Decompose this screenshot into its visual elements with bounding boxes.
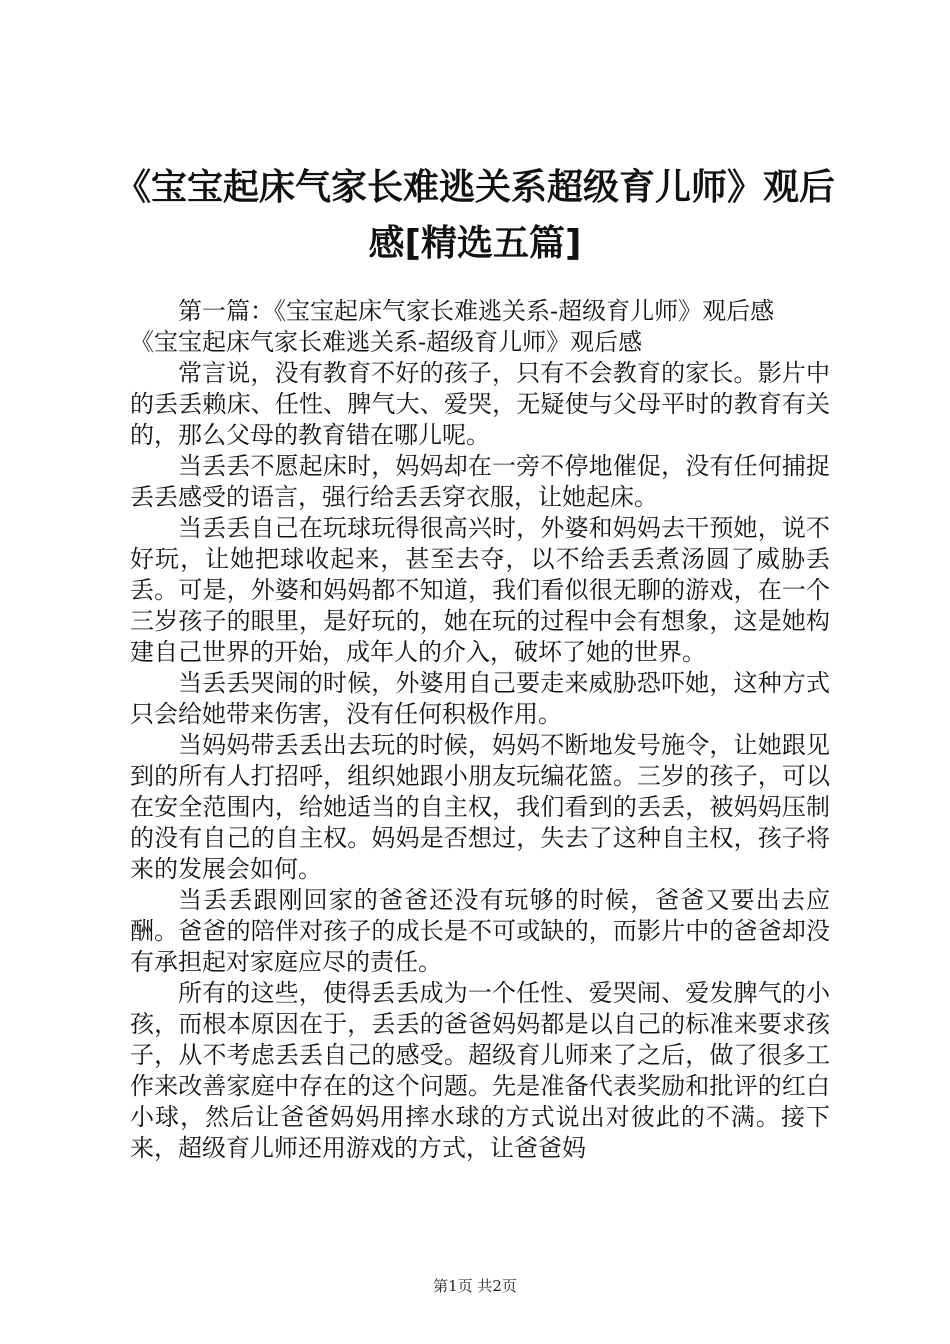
paragraph: 当丢丢不愿起床时，妈妈却在一旁不停地催促，没有任何捕捉丢丢感受的语言，强行给丢丢穿衣服，让她起床。 [130, 452, 830, 511]
title-line-2: 感[精选五篇] [368, 223, 582, 264]
document-title [90, 160, 860, 272]
paragraph: 当丢丢自己在玩球玩得很高兴时，外婆和妈妈去干预她，说不好玩，让她把球收起来，甚至去夺，以不给丢丢煮汤圆了威胁丢丢。可是，外婆和妈妈都不知道，我们看似很无聊的游戏，在一个三岁孩子的眼里，是好玩的，她在玩的过程中会有想象，这是她构建自己世界的开始，成年人的介入，破坏了她的世界。 [130, 514, 830, 666]
paragraph: 当丢丢跟刚回家的爸爸还没有玩够的时候，爸爸又要出去应酬。爸爸的陪伴对孩子的成长是不可或缺的，而影片中的爸爸却没有承担起对家庭应尽的责任。 [130, 886, 830, 976]
article-subtitle: 《宝宝起床气家长难逃关系-超级育儿师》观后感 [130, 328, 643, 356]
section-heading: 第一篇：《宝宝起床气家长难逃关系-超级育儿师》观后感 [178, 297, 775, 325]
title-line-1: 《宝宝起床气家长难逃关系超级育儿师》观后 [114, 167, 835, 208]
paragraph: 当妈妈带丢丢出去玩的时候，妈妈不断地发号施令，让她跟见到的所有人打招呼，组织她跟小朋友玩编花篮。三岁的孩子，可以在安全范围内，给她适当的自主权，我们看到的丢丢，被妈妈压制的没有自己的自主权。妈妈是否想过，失去了这种自主权，孩子将来的发展会如何。 [130, 731, 830, 883]
page-footer: 第1页 共2页 [433, 1277, 517, 1295]
document-body [130, 296, 830, 1164]
paragraph: 当丢丢哭闹的时候，外婆用自己要走来威胁恐吓她，这种方式只会给她带来伤害，没有任何积极作用。 [130, 669, 830, 728]
paragraph: 常言说，没有教育不好的孩子，只有不会教育的家长。影片中的丢丢赖床、任性、脾气大、爱哭，无疑使与父母平时的教育有关的，那么父母的教育错在哪儿呢。 [130, 359, 830, 449]
paragraph: 所有的这些，使得丢丢成为一个任性、爱哭闹、爱发脾气的小孩，而根本原因在于，丢丢的爸爸妈妈都是以自己的标准来要求孩子，从不考虑丢丢自己的感受。超级育儿师来了之后，做了很多工作来改善家庭中存在的这个问题。先是准备代表奖励和批评的红白小球，然后让爸爸妈妈用摔水球的方式说出对彼此的不满。接下来，超级育儿师还用游戏的方式，让爸爸妈 [130, 979, 830, 1162]
